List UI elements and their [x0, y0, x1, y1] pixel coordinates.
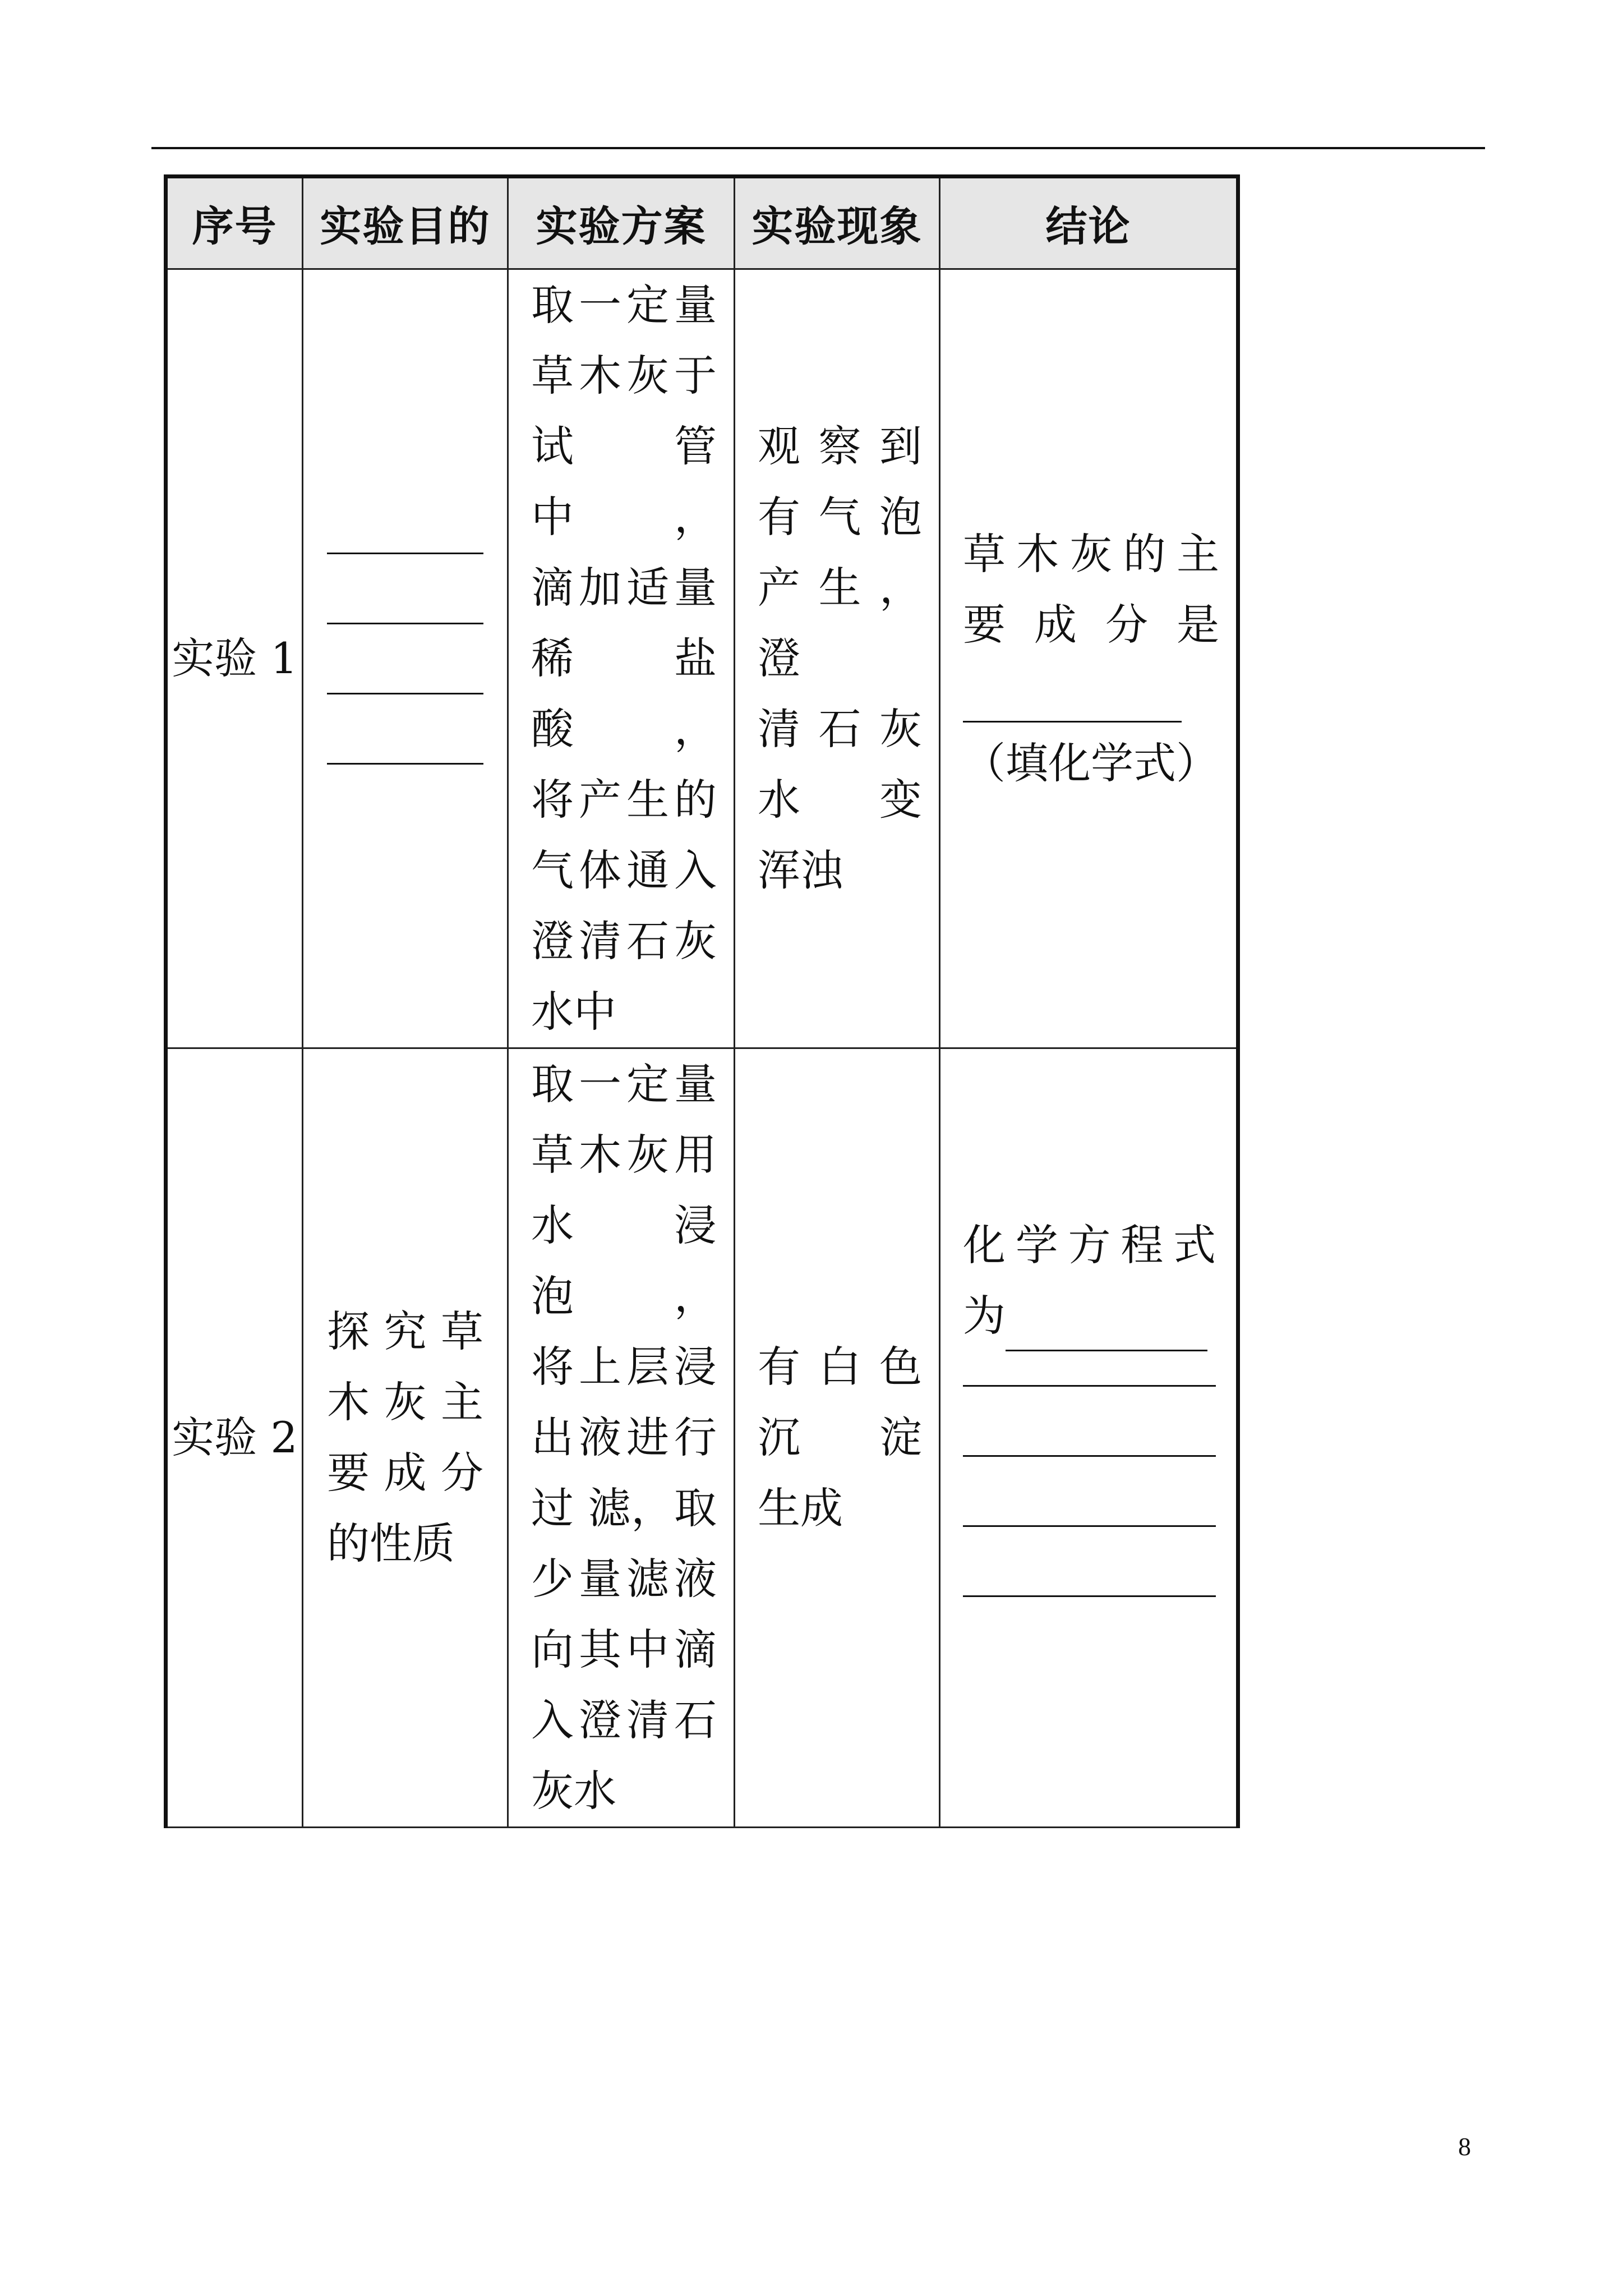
conclusion-cell	[940, 269, 1238, 1048]
scheme-cell	[508, 1048, 735, 1828]
answer-blank[interactable]	[963, 676, 1182, 723]
purpose-cell	[303, 1048, 508, 1828]
answer-blank[interactable]	[963, 1595, 1216, 1597]
phenomenon-cell	[735, 269, 940, 1048]
table-header-row	[166, 177, 1238, 269]
header-phenomenon: 实验现象	[735, 177, 940, 269]
experiment-table	[164, 174, 1240, 1828]
header-index: 序号	[166, 177, 303, 269]
phenomenon-text: 有 白 色 沉 淀 生成	[758, 1342, 922, 1533]
phenomenon-cell	[735, 1048, 940, 1828]
phenomenon-text: 观 察 到 有 气 泡 产生，澄 清 石 灰 水 变 浑浊	[758, 421, 922, 895]
answer-blank[interactable]	[327, 553, 483, 554]
conclusion-text: 草木灰的主 要 成 分 是 （填化学式）	[963, 528, 1219, 788]
equation-prefix-line: 为	[963, 1281, 1216, 1351]
row-label: 实验 2	[166, 1048, 303, 1828]
answer-blank[interactable]	[963, 1385, 1216, 1387]
header-conclusion: 结论	[940, 177, 1238, 269]
answer-blank[interactable]	[963, 1455, 1216, 1457]
conclusion-text: 化学方程式 为	[940, 1210, 1236, 1597]
purpose-blank-lines	[303, 553, 507, 765]
top-rule	[151, 147, 1485, 149]
scheme-text: 取一定量 草木灰于 试 管 中， 滴加适量 稀 盐 酸， 将产生的 气体通入 澄清石灰 水中	[531, 280, 717, 1037]
conclusion-cell	[940, 1048, 1238, 1828]
header-scheme: 实验方案	[508, 177, 735, 269]
answer-blank[interactable]	[327, 623, 483, 624]
header-purpose: 实验目的	[303, 177, 508, 269]
row-label: 实验 1	[166, 269, 303, 1048]
table-row	[166, 269, 1238, 1048]
equation-blank-lines	[963, 1351, 1216, 1597]
table-row	[166, 1048, 1238, 1828]
answer-blank[interactable]	[1006, 1310, 1207, 1351]
purpose-cell	[303, 269, 508, 1048]
scheme-text: 取一定量 草木灰用 水 浸 泡， 将上层浸 出液进行 过 滤，取 少量滤液 向其中滴 入澄清石 灰水	[531, 1059, 717, 1816]
page-number: 8	[1458, 2132, 1471, 2161]
scheme-cell	[508, 269, 735, 1048]
purpose-text: 探 究 草 木 灰 主 要 成 分 的性质	[327, 1306, 483, 1568]
answer-blank[interactable]	[327, 763, 483, 765]
answer-blank[interactable]	[963, 1525, 1216, 1527]
answer-blank[interactable]	[327, 693, 483, 694]
